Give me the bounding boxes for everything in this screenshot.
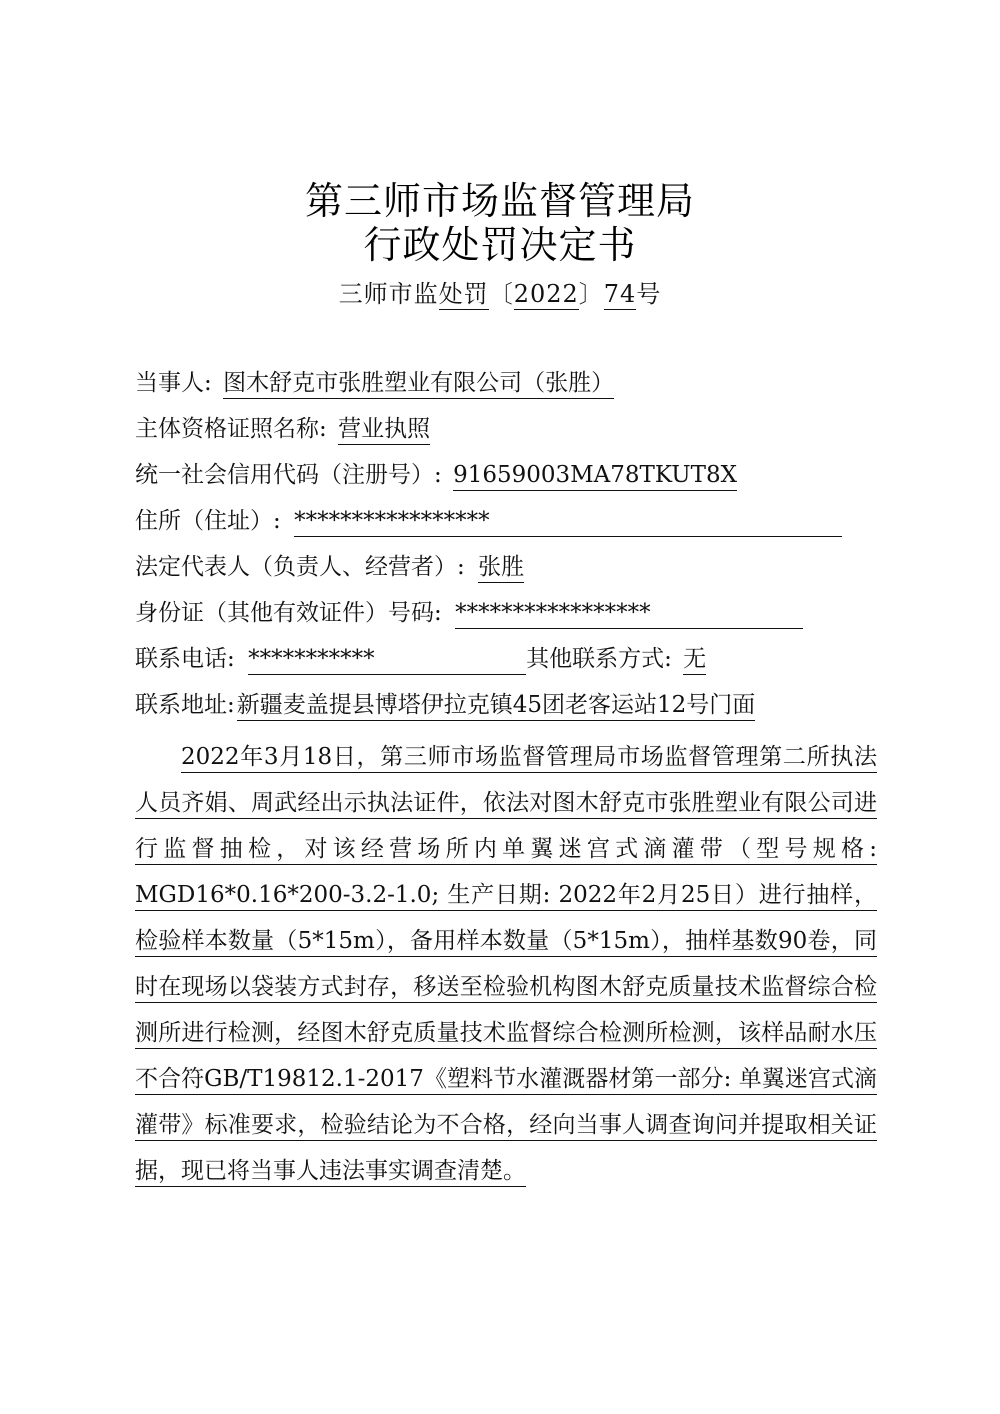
party-row — [135, 366, 614, 400]
document-number — [0, 276, 1000, 312]
legal-rep-value: 张胜 — [478, 552, 524, 583]
id-value: ***************** — [455, 598, 803, 629]
other-contact-label: 其他联系方式: — [526, 646, 672, 672]
contact-address-row — [135, 688, 755, 722]
party-value: 图木舒克市张胜塑业有限公司（张胜） — [223, 368, 614, 399]
license-value: 营业执照 — [338, 414, 430, 445]
credit-code-row — [135, 458, 737, 492]
address-row — [135, 504, 842, 538]
credit-code-label: 统一社会信用代码（注册号）: — [135, 462, 442, 488]
doc-number-suffix: 号 — [636, 280, 662, 308]
credit-code-value: 91659003MA78TKUT8X — [453, 460, 737, 491]
document-title-line2: 行政处罚决定书 — [363, 223, 637, 267]
license-row — [135, 412, 430, 446]
id-row — [135, 596, 803, 630]
doc-number-prefix: 三师市监 — [338, 280, 439, 308]
doc-number-open: 〔 — [488, 280, 514, 308]
address-value: ***************** — [294, 506, 842, 537]
license-label: 主体资格证照名称: — [135, 416, 327, 442]
contact-address-value: 新疆麦盖提县博塔伊拉克镇45团老客运站12号门面 — [237, 690, 756, 721]
document-title-line1: 第三师市场监督管理局 — [304, 179, 695, 223]
address-label: 住所（住址）: — [135, 508, 281, 534]
legal-rep-row — [135, 550, 524, 584]
case-facts-paragraph — [135, 734, 877, 1194]
legal-rep-label: 法定代表人（负责人、经营者）: — [135, 554, 465, 580]
doc-number-close: 〕 — [578, 280, 604, 308]
id-label: 身份证（其他有效证件）号码: — [135, 600, 442, 626]
phone-row — [135, 642, 706, 676]
case-facts-text: 2022年3月18日，第三师市场监督管理局市场监督管理第二所执法人员齐娟、周武经出示执法证件，依法对图木舒克市张胜塑业有限公司进行监督抽检，对该经营场所内单翼迷宫式滴灌带（型号规格: MGD16*0.16*200-3.2-1.0; 生产日期: 2022年2月25日）进行抽样，检验样本数量（5*15m），备用样本数量（5*15m），抽样基数90卷，同时在现场以袋装方式封存，移送至检验机构图木舒克质量技术监督综合检测所进行检测，经图木舒克质量技术监督综合检测所检测，该样品耐水压不合符GB/T19812.1-2017《塑料节水灌溉器材第一部分: 单翼迷宫式滴灌带》标准要求，检验结论为不合格，经向当事人调查询问并提取相关证据，现已将当事人违法事实调查清楚。 — [135, 744, 877, 1187]
phone-label: 联系电话: — [135, 646, 235, 672]
other-contact-value: 无 — [683, 644, 706, 675]
doc-number-year: 2022 — [513, 280, 579, 308]
phone-value: *********** — [248, 644, 526, 675]
party-label: 当事人: — [135, 370, 212, 396]
doc-number-type: 处罚 — [438, 280, 489, 308]
doc-number-seq: 74 — [603, 280, 637, 308]
contact-address-label: 联系地址: — [135, 692, 235, 718]
